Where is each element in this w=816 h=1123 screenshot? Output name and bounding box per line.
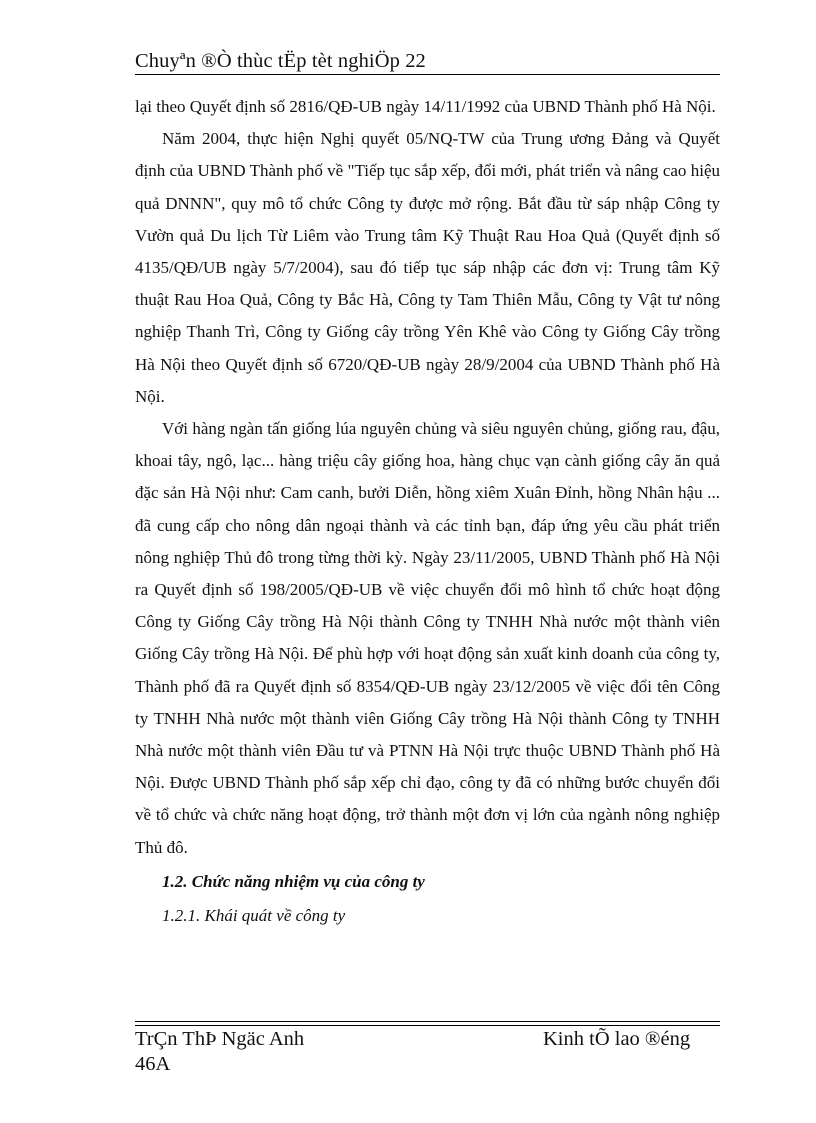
header-title: Chuyªn ®Ò thùc tËp tèt nghiÖp 22: [135, 50, 426, 72]
footer-author: TrÇn ThÞ Ngäc Anh: [135, 1028, 305, 1050]
footer-divider-top: [135, 1021, 720, 1022]
paragraph-company-history: Với hàng ngàn tấn giống lúa nguyên chủng và siêu nguyên chủng, giống rau, đậu, khoai tây, ngô, lạc... hàng triệu cây giống hoa, hàng chục vạn cành giống cây ăn quả đặc sản Hà Nội như: Cam canh, bưởi Diễn, hồng xiêm Xuân Đỉnh, hồng Nhân hậu ... đã cung cấp cho nông dân ngoại thành và các tỉnh bạn, đáp ứng yêu cầu phát triển nông nghiệp Thủ đô trong từng thời kỳ. Ngày 23/11/2005, UBND Thành phố Hà Nội ra Quyết định số 198/2005/QĐ-UB về việc chuyển đổi mô hình tổ chức hoạt động Công ty Giống Cây trồng Hà Nội thành Công ty TNHH Nhà nước một thành viên Giống Cây trồng Hà Nội. Để phù hợp với hoạt động sản xuất kinh doanh của công ty, Thành phố đã ra Quyết định số 8354/QĐ-UB ngày 23/12/2005 về việc đổi tên Công ty TNHH Nhà nước một thành viên Giống Cây trồng Hà Nội thành Công ty TNHH Nhà nước một thành viên Đầu tư và PTNN Hà Nội trực thuộc UBND Thành phố Hà Nội. Được UBND Thành phố sắp xếp chỉ đạo, công ty đã có những bước chuyển đổi về tổ chức và chức năng hoạt động, trở thành một đơn vị lớn của ngành nông nghiệp Thủ đô.: [135, 419, 720, 857]
section-heading: 1.2. Chức năng nhiệm vụ của công ty: [162, 871, 425, 891]
paragraph-continuation: lại theo Quyết định số 2816/QĐ-UB ngày 14/11/1992 của UBND Thành phố Hà Nội.: [135, 97, 716, 116]
footer-department: Kinh tÕ lao ®éng: [543, 1028, 691, 1050]
footer-divider-bottom: [135, 1025, 720, 1026]
footer-author-block: [135, 1027, 304, 1077]
subsection-heading: 1.2.1. Khái quát về công ty: [162, 905, 346, 925]
header-divider: [135, 74, 720, 75]
page-header: [135, 46, 720, 76]
footer-class-code: 46A: [135, 1053, 171, 1075]
paragraph-2004-merger: Năm 2004, thực hiện Nghị quyết 05/NQ-TW của Trung ương Đảng và Quyết định của UBND Thành phố về "Tiếp tục sắp xếp, đổi mới, phát triển và nâng cao hiệu quả DNNN", quy mô tổ chức Công ty được mở rộng. Bắt đầu từ sáp nhập Công ty Vườn quả Du lịch Từ Liêm vào Trung tâm Kỹ Thuật Rau Hoa Quả (Quyết định số 4135/QĐ/UB ngày 5/7/2004), sau đó tiếp tục sáp nhập các đơn vị: Trung tâm Kỹ thuật Rau Hoa Quả, Công ty Bắc Hà, Công ty Tam Thiên Mẫu, Công ty Vật tư nông nghiệp Thanh Trì, Công ty Giống cây trồng Yên Khê vào Công ty Giống Cây trồng Hà Nội theo Quyết định số 6720/QĐ-UB ngày 28/9/2004 của UBND Thành phố Hà Nội.: [135, 129, 720, 406]
document-body: [135, 91, 720, 933]
